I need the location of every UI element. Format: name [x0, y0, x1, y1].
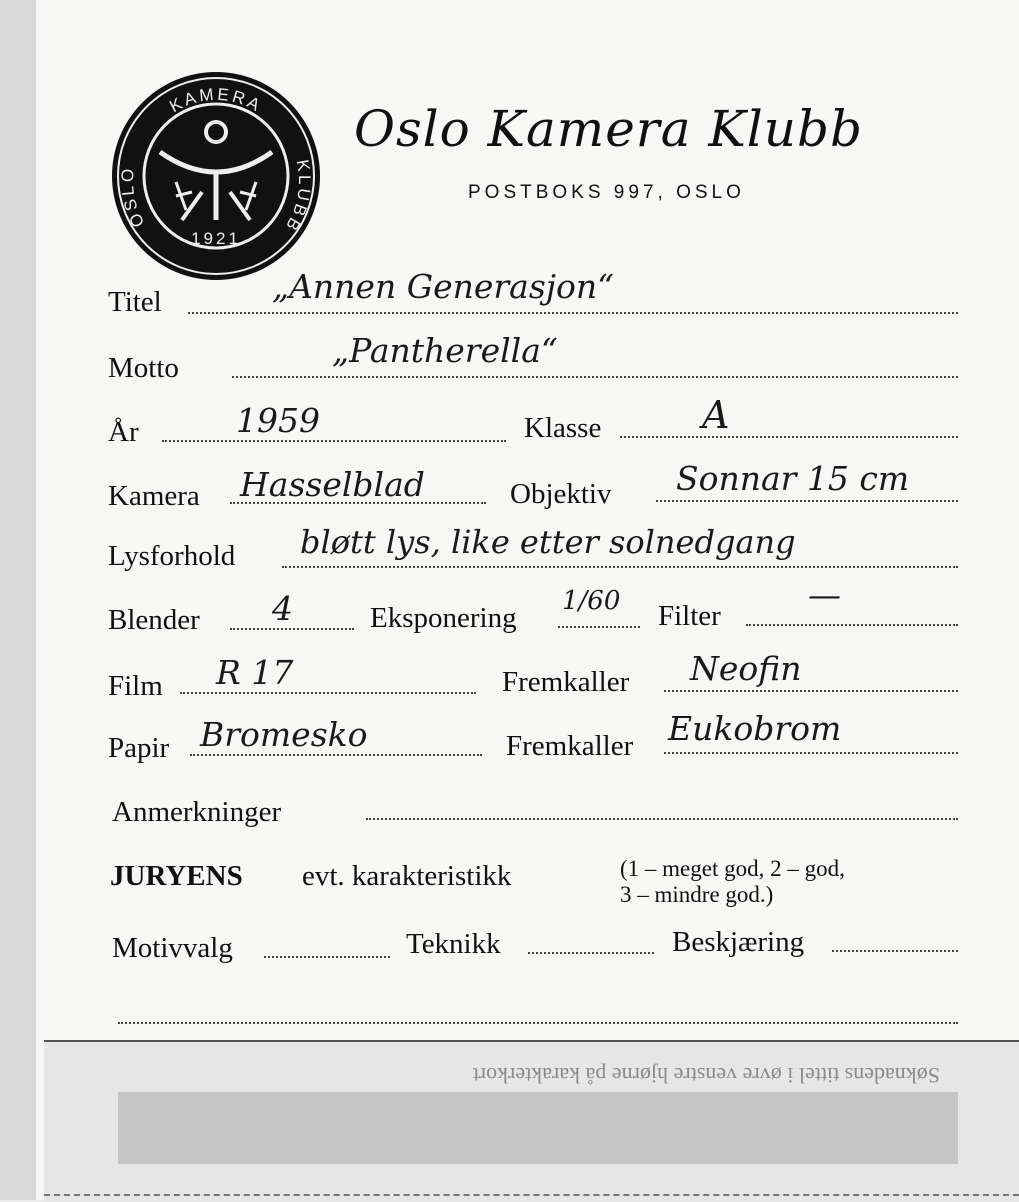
papir-value: Bromesko — [200, 715, 368, 754]
titel-line — [188, 312, 958, 314]
jury-title-rest: evt. karakteristikk — [302, 860, 512, 892]
card-bottom-edge — [44, 1194, 1019, 1196]
eksponering-value: 1/60 — [562, 586, 621, 616]
lysforhold-line — [282, 566, 958, 568]
anmerkninger-line — [366, 818, 958, 820]
jury-title-bold: JURYENS — [110, 860, 243, 892]
club-address: POSTBOKS 997, OSLO — [468, 182, 745, 203]
papir-line — [190, 754, 482, 756]
extra-line — [118, 1022, 958, 1024]
seal-left-text: OSLO — [117, 165, 149, 231]
teknikk-line — [528, 952, 654, 954]
seal-top-text: KAMERA — [166, 84, 266, 117]
club-name: Oslo Kamera Klubb — [354, 100, 863, 158]
klasse-label: Klasse — [524, 412, 602, 444]
reverse-printed-text: Søknadens tittel i øvre venstre hjørne på karakterkort — [472, 1063, 940, 1088]
blender-line — [230, 628, 354, 630]
eksponering-line — [558, 626, 640, 628]
motivvalg-line — [264, 956, 390, 958]
kamera-label: Kamera — [108, 480, 200, 512]
beskjaering-label: Beskjæring — [672, 926, 805, 958]
filter-value: — — [808, 575, 841, 614]
objektiv-value: Sonnar 15 cm — [676, 459, 910, 498]
eksponering-label: Eksponering — [370, 602, 517, 634]
fremkaller1-label: Fremkaller — [502, 666, 630, 698]
ar-line — [162, 440, 506, 442]
papir-label: Papir — [108, 732, 170, 764]
beskjaering-line — [832, 950, 958, 952]
jury-scale-line2: 3 – mindre god.) — [620, 882, 774, 908]
klasse-value: A — [702, 393, 730, 437]
blender-label: Blender — [108, 604, 200, 636]
jury-scale-line1: (1 – meget god, 2 – god, — [620, 856, 845, 881]
film-label: Film — [108, 670, 163, 702]
seal-right-text: KLUBB — [280, 158, 315, 237]
fremkaller2-value: Eukobrom — [668, 709, 842, 748]
filter-line — [746, 624, 958, 626]
club-seal-icon — [110, 70, 322, 282]
titel-label: Titel — [108, 286, 162, 318]
klasse-line — [620, 436, 958, 438]
ar-value: 1959 — [236, 401, 320, 440]
teknikk-label: Teknikk — [406, 928, 501, 960]
ar-label: År — [108, 416, 139, 448]
filter-label: Filter — [658, 600, 721, 632]
lysforhold-value: bløtt lys, like etter solnedgang — [300, 523, 796, 561]
kamera-value: Hasselblad — [240, 465, 425, 504]
blender-value: 4 — [272, 589, 293, 628]
fremkaller1-line — [664, 690, 958, 692]
reverse-gray-bar — [118, 1092, 958, 1164]
film-line — [180, 692, 476, 694]
motto-line — [232, 376, 958, 378]
motto-value: „Pantherella“ — [332, 331, 558, 370]
jury-scale — [620, 856, 845, 909]
fremkaller2-line — [664, 752, 958, 754]
objektiv-label: Objektiv — [510, 478, 612, 510]
scan-left-margin — [0, 0, 36, 1200]
motto-label: Motto — [108, 352, 179, 384]
lysforhold-label: Lysforhold — [108, 540, 236, 572]
objektiv-line — [656, 500, 958, 502]
fremkaller2-label: Fremkaller — [506, 730, 634, 762]
fremkaller1-value: Neofin — [690, 649, 802, 688]
seal-year: 1921 — [191, 229, 241, 248]
anmerkninger-label: Anmerkninger — [112, 796, 282, 828]
titel-value: „Annen Generasjon“ — [272, 267, 614, 306]
film-value: R 17 — [216, 653, 294, 692]
motivvalg-label: Motivvalg — [112, 932, 233, 964]
